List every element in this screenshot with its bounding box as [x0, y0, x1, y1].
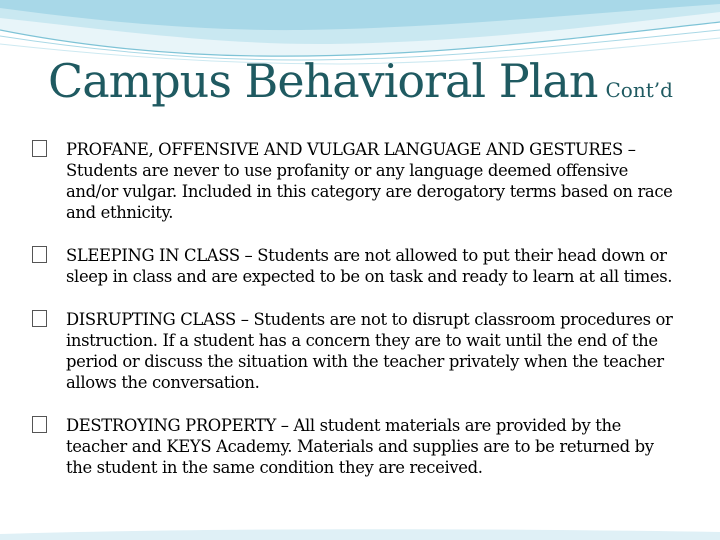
- slide-title: [48, 54, 673, 108]
- bullet-item-profane-language: [32, 139, 682, 223]
- square-bullet-icon: [32, 416, 47, 433]
- footer-wave-decoration: [0, 526, 720, 540]
- bullet-text: PROFANE, OFFENSIVE AND VULGAR LANGUAGE AND GESTURES – Students are never to use profanity or any language deemed offensive and/or vulgar. Included in this category are derogatory terms based on race and ethnicity.: [66, 140, 673, 222]
- square-bullet-icon: [32, 140, 47, 157]
- square-bullet-icon: [32, 246, 47, 263]
- square-bullet-icon: [32, 310, 47, 327]
- bullet-item-disrupting-class: [32, 309, 682, 393]
- bullet-item-destroying-property: [32, 415, 682, 478]
- bullet-text: DISRUPTING CLASS – Students are not to disrupt classroom procedures or instruction. If a student has a concern they are to wait until the end of the period or discuss the situation with the teacher privately when the teacher allows the conversation.: [66, 310, 673, 392]
- bullet-text: SLEEPING IN CLASS – Students are not allowed to put their head down or sleep in class and are expected to be on task and ready to learn at all times.: [66, 246, 673, 286]
- title-main: Campus Behavioral Plan: [48, 54, 598, 108]
- title-suffix: Cont’d: [605, 78, 673, 102]
- bullet-text: DESTROYING PROPERTY – All student materials are provided by the teacher and KEYS Academy. Materials and supplies are to be returned by the student in the same condition they are received.: [66, 416, 654, 477]
- bullet-list: [32, 139, 682, 478]
- bullet-item-sleeping-in-class: [32, 245, 682, 287]
